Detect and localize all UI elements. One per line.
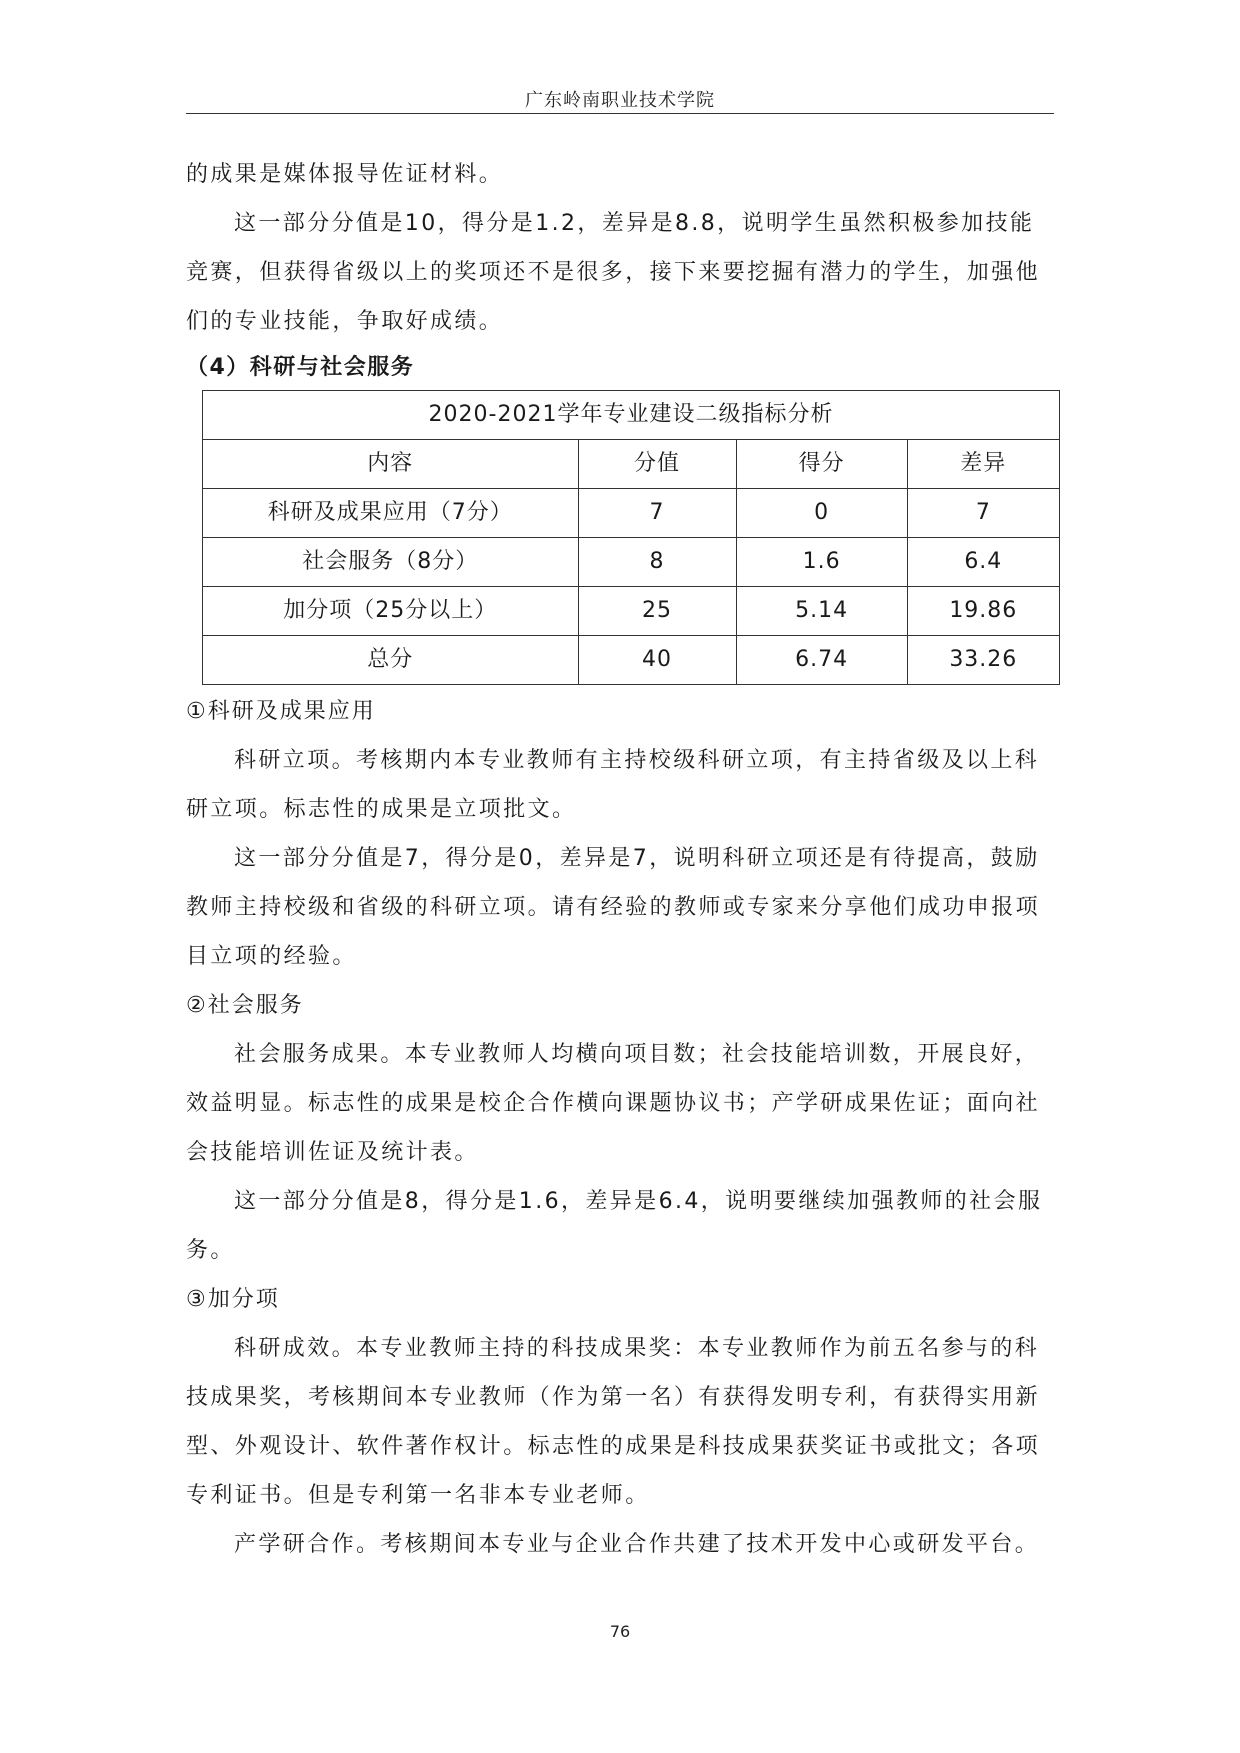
table-cell: 0	[736, 489, 907, 538]
table-row	[203, 538, 1060, 587]
table-cell: 总分	[203, 636, 579, 685]
table-header-row	[203, 440, 1060, 489]
paragraph: 社会服务成果。本专业教师人均横向项目数；社会技能培训数，开展良好，效益明显。标志性的成果是校企合作横向课题协议书；产学研成果佐证；面向社会技能培训佐证及统计表。	[186, 1042, 1041, 1165]
subsection-title: ②社会服务	[186, 993, 304, 1018]
table-row	[203, 587, 1060, 636]
table-header-cell: 分值	[578, 440, 736, 489]
table-header-cell: 得分	[736, 440, 907, 489]
document-body	[186, 150, 1056, 1569]
table-cell: 7	[578, 489, 736, 538]
header-divider	[186, 113, 1054, 114]
table-cell: 8	[578, 538, 736, 587]
table-cell: 社会服务（8分）	[203, 538, 579, 587]
table-cell: 1.6	[736, 538, 907, 587]
subsection-title: ③加分项	[186, 1287, 280, 1312]
table-header-cell: 差异	[907, 440, 1059, 489]
paragraph: 这一部分分值是7，得分是0，差异是7，说明科研立项还是有待提高，鼓励教师主持校级和省级的科研立项。请有经验的教师或专家来分享他们成功申报项目立项的经验。	[186, 846, 1041, 969]
indicator-table	[202, 390, 1060, 685]
table-cell: 加分项（25分以上）	[203, 587, 579, 636]
subsection-title: ①科研及成果应用	[186, 699, 376, 724]
paragraph: 产学研合作。考核期间本专业与企业合作共建了技术开发中心或研发平台。	[234, 1532, 1040, 1557]
table-cell: 科研及成果应用（7分）	[203, 489, 579, 538]
page-number: 76	[609, 1622, 631, 1641]
paragraph: 科研成效。本专业教师主持的科技成果奖：本专业教师作为前五名参与的科技成果奖，考核期间本专业教师（作为第一名）有获得发明专利，有获得实用新型、外观设计、软件著作权计。标志性的成果是科技成果获奖证书或批文；各项专利证书。但是专利第一名非本专业老师。	[186, 1336, 1041, 1508]
table-cell: 33.26	[907, 636, 1059, 685]
page-header: 广东岭南职业技术学院	[525, 90, 715, 111]
section-heading: （4）科研与社会服务	[186, 355, 415, 380]
table-row	[203, 489, 1060, 538]
paragraph: 科研立项。考核期内本专业教师有主持校级科研立项，有主持省级及以上科研立项。标志性的成果是立项批文。	[186, 748, 1040, 822]
paragraph: 的成果是媒体报导佐证材料。	[186, 162, 504, 187]
table-row	[203, 636, 1060, 685]
table-cell: 25	[578, 587, 736, 636]
table-cell: 40	[578, 636, 736, 685]
table-cell: 6.74	[736, 636, 907, 685]
table-caption: 2020-2021学年专业建设二级指标分析	[203, 391, 1060, 440]
paragraph: 这一部分分值是8，得分是1.6，差异是6.4，说明要继续加强教师的社会服务。	[186, 1189, 1043, 1263]
table-header-cell: 内容	[203, 440, 579, 489]
table-cell: 7	[907, 489, 1059, 538]
table-cell: 6.4	[907, 538, 1059, 587]
paragraph: 这一部分分值是10，得分是1.2，差异是8.8，说明学生虽然积极参加技能竞赛，但获得省级以上的奖项还不是很多，接下来要挖掘有潜力的学生，加强他们的专业技能，争取好成绩。	[186, 211, 1041, 334]
table-cell: 19.86	[907, 587, 1059, 636]
table-cell: 5.14	[736, 587, 907, 636]
